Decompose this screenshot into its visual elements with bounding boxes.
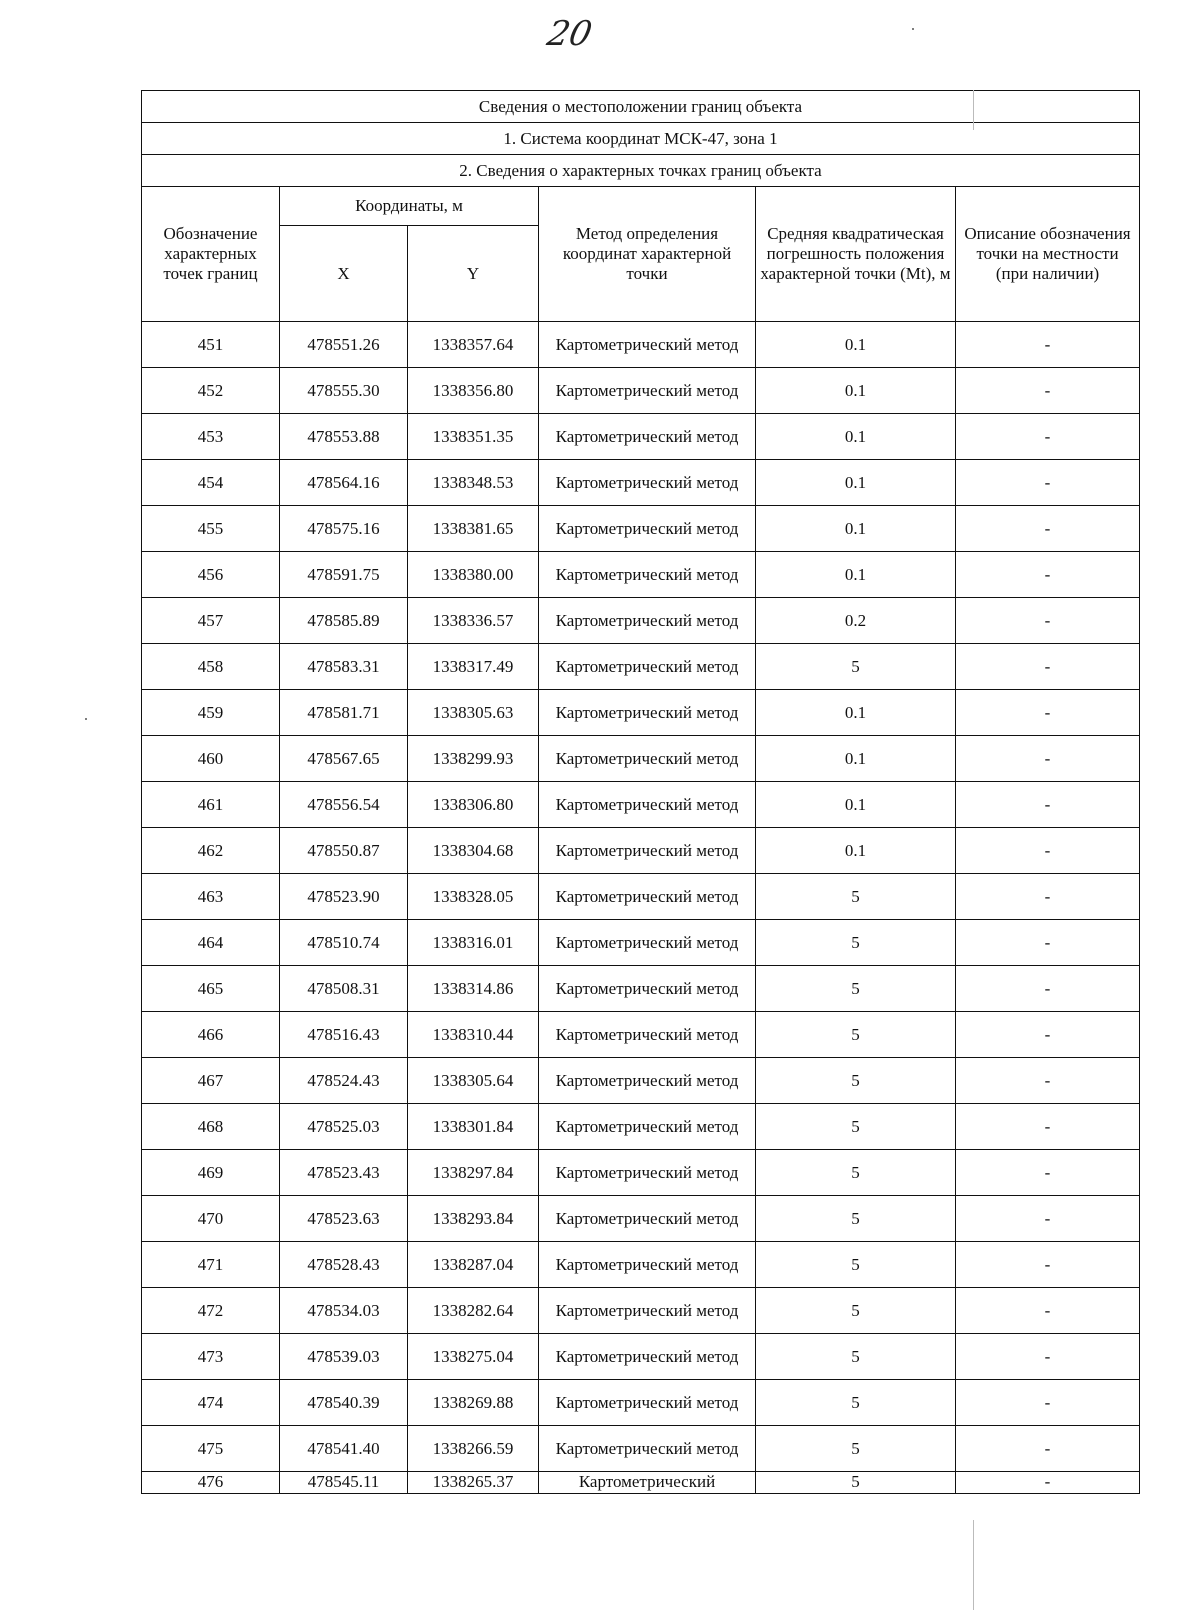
x-coordinate-cell: 478555.30 [280,368,408,414]
description-cell: - [956,828,1140,874]
y-coordinate-cell: 1338348.53 [408,460,539,506]
table-row [142,782,1140,828]
description-cell: - [956,414,1140,460]
method-cell: Картометрический метод [539,1012,756,1058]
table-row [142,414,1140,460]
method-cell: Картометрический метод [539,1288,756,1334]
y-coordinate-cell: 1338275.04 [408,1334,539,1380]
table-row [142,1426,1140,1472]
point-number-cell: 473 [142,1334,280,1380]
x-coordinate-cell: 478523.63 [280,1196,408,1242]
mean-square-error-cell: 0.2 [756,598,956,644]
mean-square-error-cell: 0.1 [756,552,956,598]
y-coordinate-cell: 1338306.80 [408,782,539,828]
mean-square-error-cell: 5 [756,920,956,966]
description-cell: - [956,1150,1140,1196]
description-cell: - [956,1242,1140,1288]
description-cell: - [956,644,1140,690]
method-cell: Картометрический метод [539,552,756,598]
point-number-cell: 476 [142,1472,280,1494]
y-coordinate-cell: 1338304.68 [408,828,539,874]
y-coordinate-cell: 1338316.01 [408,920,539,966]
x-coordinate-cell: 478567.65 [280,736,408,782]
x-coordinate-cell: 478591.75 [280,552,408,598]
x-coordinate-cell: 478523.43 [280,1150,408,1196]
point-number-cell: 467 [142,1058,280,1104]
point-number-cell: 455 [142,506,280,552]
table-title-characteristic-points: 2. Сведения о характерных точках границ объекта [142,155,1140,187]
x-coordinate-cell: 478550.87 [280,828,408,874]
header-x: X [280,226,408,322]
table-row [142,1150,1140,1196]
table-row [142,368,1140,414]
table-row [142,644,1140,690]
method-cell: Картометрический метод [539,920,756,966]
x-coordinate-cell: 478528.43 [280,1242,408,1288]
y-coordinate-cell: 1338297.84 [408,1150,539,1196]
table-row [142,1288,1140,1334]
description-cell: - [956,368,1140,414]
title-row-coordinate-system [142,123,1140,155]
mean-square-error-cell: 5 [756,1288,956,1334]
scan-artifact-line [973,90,974,130]
description-cell: - [956,782,1140,828]
y-coordinate-cell: 1338381.65 [408,506,539,552]
point-number-cell: 451 [142,322,280,368]
mean-square-error-cell: 5 [756,1196,956,1242]
mean-square-error-cell: 5 [756,1472,956,1494]
description-cell: - [956,1288,1140,1334]
description-cell: - [956,1104,1140,1150]
method-cell: Картометрический метод [539,1058,756,1104]
y-coordinate-cell: 1338328.05 [408,874,539,920]
mean-square-error-cell: 5 [756,1334,956,1380]
mean-square-error-cell: 0.1 [756,460,956,506]
description-cell: - [956,1334,1140,1380]
header-coordinates: Координаты, м [280,187,539,226]
method-cell: Картометрический метод [539,966,756,1012]
point-number-cell: 461 [142,782,280,828]
description-cell: - [956,690,1140,736]
point-number-cell: 459 [142,690,280,736]
method-cell: Картометрический метод [539,460,756,506]
mean-square-error-cell: 5 [756,1058,956,1104]
description-cell: - [956,322,1140,368]
y-coordinate-cell: 1338287.04 [408,1242,539,1288]
point-number-cell: 475 [142,1426,280,1472]
point-number-cell: 469 [142,1150,280,1196]
y-coordinate-cell: 1338293.84 [408,1196,539,1242]
method-cell: Картометрический метод [539,874,756,920]
point-number-cell: 456 [142,552,280,598]
scan-speck [85,718,87,720]
table-row [142,1242,1140,1288]
table-row [142,1472,1140,1494]
x-coordinate-cell: 478551.26 [280,322,408,368]
table-title-location: Сведения о местоположении границ объекта [142,91,1140,123]
y-coordinate-cell: 1338380.00 [408,552,539,598]
y-coordinate-cell: 1338351.35 [408,414,539,460]
description-cell: - [956,1426,1140,1472]
y-coordinate-cell: 1338305.64 [408,1058,539,1104]
point-number-cell: 462 [142,828,280,874]
description-cell: - [956,460,1140,506]
description-cell: - [956,1196,1140,1242]
x-coordinate-cell: 478510.74 [280,920,408,966]
point-number-cell: 453 [142,414,280,460]
method-cell: Картометрический метод [539,414,756,460]
table-row [142,1380,1140,1426]
point-number-cell: 470 [142,1196,280,1242]
y-coordinate-cell: 1338299.93 [408,736,539,782]
header-mean-square-error: Средняя квадратическая погрешность положения характерной точки (Mt), м [756,187,956,322]
table-row [142,322,1140,368]
y-coordinate-cell: 1338314.86 [408,966,539,1012]
point-number-cell: 472 [142,1288,280,1334]
point-number-cell: 466 [142,1012,280,1058]
x-coordinate-cell: 478553.88 [280,414,408,460]
table-row [142,1058,1140,1104]
handwritten-page-number: 20 [543,14,596,54]
method-cell: Картометрический метод [539,506,756,552]
scan-artifact-line [973,1520,974,1610]
method-cell: Картометрический метод [539,1196,756,1242]
table-title-coordinate-system: 1. Система координат МСК-47, зона 1 [142,123,1140,155]
x-coordinate-cell: 478581.71 [280,690,408,736]
method-cell: Картометрический метод [539,1242,756,1288]
header-point-description: Описание обозначения точки на местности (при наличии) [956,187,1140,322]
mean-square-error-cell: 5 [756,1150,956,1196]
table-row [142,736,1140,782]
method-cell: Картометрический метод [539,644,756,690]
description-cell: - [956,506,1140,552]
x-coordinate-cell: 478524.43 [280,1058,408,1104]
table-row [142,552,1140,598]
method-cell: Картометрический метод [539,1150,756,1196]
method-cell: Картометрический метод [539,736,756,782]
description-cell: - [956,1380,1140,1426]
table-row [142,1104,1140,1150]
x-coordinate-cell: 478545.11 [280,1472,408,1494]
method-cell: Картометрический метод [539,782,756,828]
table-row [142,1012,1140,1058]
description-cell: - [956,874,1140,920]
x-coordinate-cell: 478541.40 [280,1426,408,1472]
description-cell: - [956,598,1140,644]
y-coordinate-cell: 1338305.63 [408,690,539,736]
mean-square-error-cell: 5 [756,874,956,920]
point-number-cell: 464 [142,920,280,966]
y-coordinate-cell: 1338282.64 [408,1288,539,1334]
description-cell: - [956,552,1140,598]
x-coordinate-cell: 478508.31 [280,966,408,1012]
mean-square-error-cell: 0.1 [756,690,956,736]
y-coordinate-cell: 1338310.44 [408,1012,539,1058]
x-coordinate-cell: 478564.16 [280,460,408,506]
mean-square-error-cell: 0.1 [756,828,956,874]
header-row-top [142,187,1140,226]
description-cell: - [956,1058,1140,1104]
header-y: Y [408,226,539,322]
x-coordinate-cell: 478516.43 [280,1012,408,1058]
table-row [142,966,1140,1012]
method-cell: Картометрический метод [539,598,756,644]
table-row [142,920,1140,966]
y-coordinate-cell: 1338301.84 [408,1104,539,1150]
description-cell: - [956,736,1140,782]
header-method: Метод определения координат характерной точки [539,187,756,322]
x-coordinate-cell: 478525.03 [280,1104,408,1150]
table-row [142,598,1140,644]
point-number-cell: 468 [142,1104,280,1150]
x-coordinate-cell: 478583.31 [280,644,408,690]
method-cell: Картометрический метод [539,322,756,368]
x-coordinate-cell: 478585.89 [280,598,408,644]
method-cell: Картометрический метод [539,368,756,414]
method-cell: Картометрический метод [539,1426,756,1472]
method-cell: Картометрический метод [539,690,756,736]
description-cell: - [956,920,1140,966]
table-row [142,506,1140,552]
table-body [142,91,1140,1494]
mean-square-error-cell: 5 [756,1104,956,1150]
x-coordinate-cell: 478556.54 [280,782,408,828]
x-coordinate-cell: 478534.03 [280,1288,408,1334]
y-coordinate-cell: 1338336.57 [408,598,539,644]
y-coordinate-cell: 1338356.80 [408,368,539,414]
table-row [142,690,1140,736]
mean-square-error-cell: 5 [756,1426,956,1472]
method-cell: Картометрический метод [539,1334,756,1380]
point-number-cell: 465 [142,966,280,1012]
mean-square-error-cell: 5 [756,1242,956,1288]
mean-square-error-cell: 0.1 [756,322,956,368]
point-number-cell: 457 [142,598,280,644]
mean-square-error-cell: 0.1 [756,782,956,828]
point-number-cell: 452 [142,368,280,414]
method-cell: Картометрический метод [539,1104,756,1150]
table-row [142,874,1140,920]
mean-square-error-cell: 5 [756,1380,956,1426]
mean-square-error-cell: 0.1 [756,368,956,414]
point-number-cell: 471 [142,1242,280,1288]
point-number-cell: 458 [142,644,280,690]
y-coordinate-cell: 1338266.59 [408,1426,539,1472]
point-number-cell: 463 [142,874,280,920]
method-cell: Картометрический [539,1472,756,1494]
description-cell: - [956,966,1140,1012]
point-number-cell: 460 [142,736,280,782]
table-row [142,460,1140,506]
description-cell: - [956,1012,1140,1058]
table-row [142,1196,1140,1242]
x-coordinate-cell: 478539.03 [280,1334,408,1380]
y-coordinate-cell: 1338265.37 [408,1472,539,1494]
point-number-cell: 454 [142,460,280,506]
method-cell: Картометрический метод [539,828,756,874]
mean-square-error-cell: 0.1 [756,414,956,460]
table-row [142,828,1140,874]
y-coordinate-cell: 1338317.49 [408,644,539,690]
table-row [142,1334,1140,1380]
description-cell: - [956,1472,1140,1494]
title-row-location [142,91,1140,123]
point-number-cell: 474 [142,1380,280,1426]
y-coordinate-cell: 1338357.64 [408,322,539,368]
scan-speck [912,28,914,30]
x-coordinate-cell: 478523.90 [280,874,408,920]
x-coordinate-cell: 478575.16 [280,506,408,552]
method-cell: Картометрический метод [539,1380,756,1426]
mean-square-error-cell: 5 [756,644,956,690]
mean-square-error-cell: 0.1 [756,736,956,782]
boundary-points-table [141,90,1140,1494]
mean-square-error-cell: 5 [756,966,956,1012]
y-coordinate-cell: 1338269.88 [408,1380,539,1426]
x-coordinate-cell: 478540.39 [280,1380,408,1426]
mean-square-error-cell: 0.1 [756,506,956,552]
mean-square-error-cell: 5 [756,1012,956,1058]
header-point-designation: Обозначение характерных точек границ [142,187,280,322]
title-row-characteristic-points [142,155,1140,187]
